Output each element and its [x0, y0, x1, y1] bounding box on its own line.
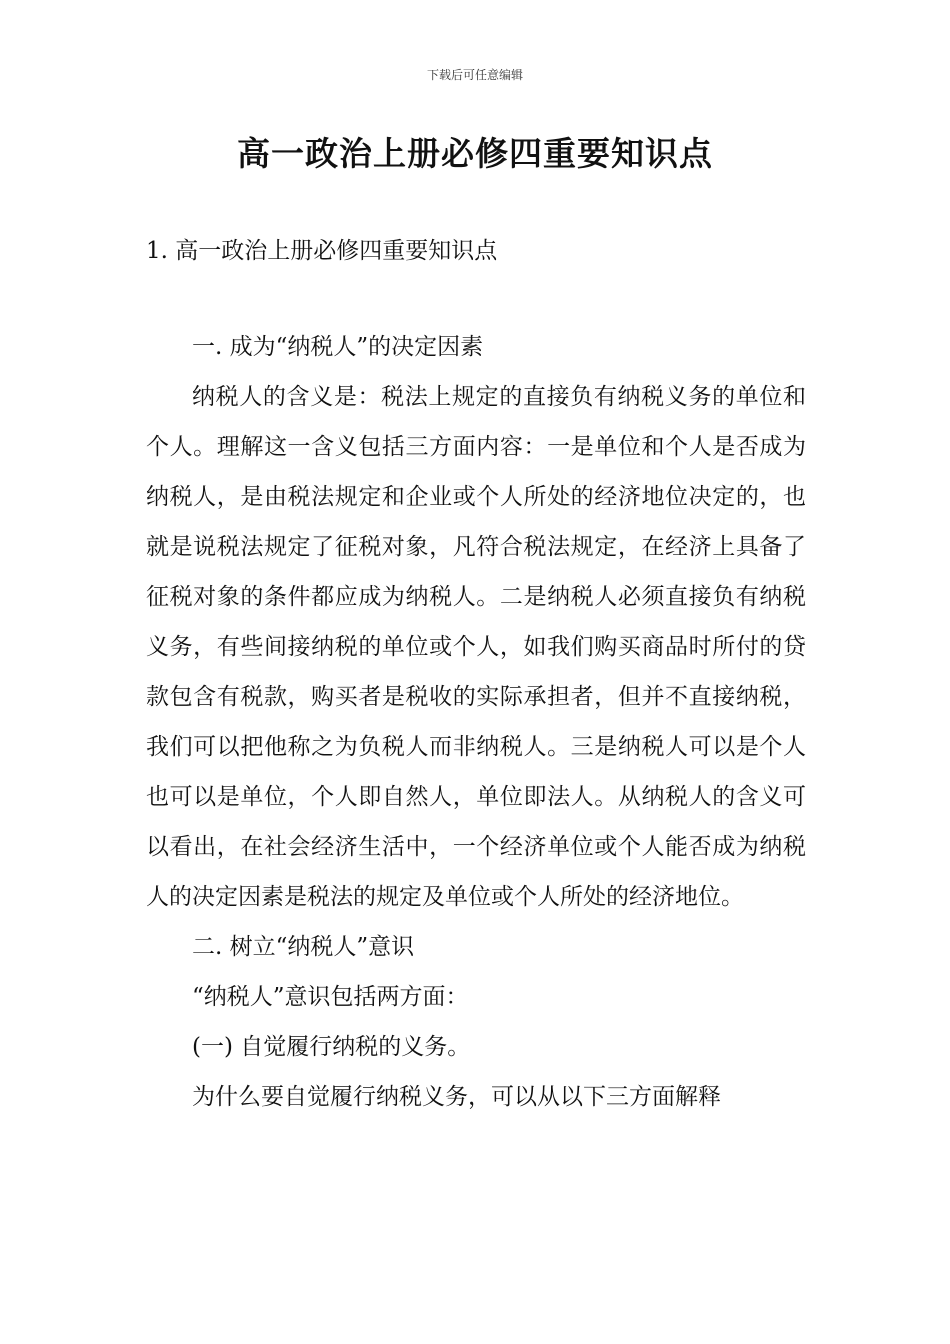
paragraph-awareness-intro: “纳税人”意识包括两方面：	[192, 984, 469, 1010]
subheading-fulfill-duty: (一) 自觉履行纳税的义务。	[192, 1034, 471, 1060]
header-note: 下载后可任意编辑	[426, 68, 523, 82]
paragraph-taxpayer-definition: 纳税人的含义是：税法上规定的直接负有纳税义务的单位和个人。理解这一含义包括三方面内容：一是单位和个人是否成为纳税人，是由税法规定和企业或个人所处的经济地位决定的，也就是说税法规定了征税对象，凡符合税法规定，在经济上具备了征税对象的条件都应成为纳税人。二是纳税人必须直接负有纳税义务，有些间接纳税的单位或个人，如我们购买商品时所付的贷款包含有税款，购买者是税收的实际承担者，但并不直接纳税，我们可以把他称之为负税人而非纳税人。三是纳税人可以是个人也可以是单位，个人即自然人，单位即法人。从纳税人的含义可以看出，在社会经济生活中，一个经济单位或个人能否成为纳税人的决定因素是税法的规定及单位或个人所处的经济地位。	[146, 384, 806, 910]
paragraph-why-fulfill: 为什么要自觉履行纳税义务，可以从以下三方面解释	[192, 1084, 721, 1110]
document-body	[146, 322, 806, 1122]
section-title: 1. 高一政治上册必修四重要知识点	[146, 238, 498, 264]
heading-taxpayer-awareness: 二. 树立“纳税人”意识	[192, 934, 415, 960]
document-title: 高一政治上册必修四重要知识点	[237, 134, 713, 173]
heading-taxpayer-factors: 一. 成为“纳税人”的决定因素	[192, 334, 484, 360]
